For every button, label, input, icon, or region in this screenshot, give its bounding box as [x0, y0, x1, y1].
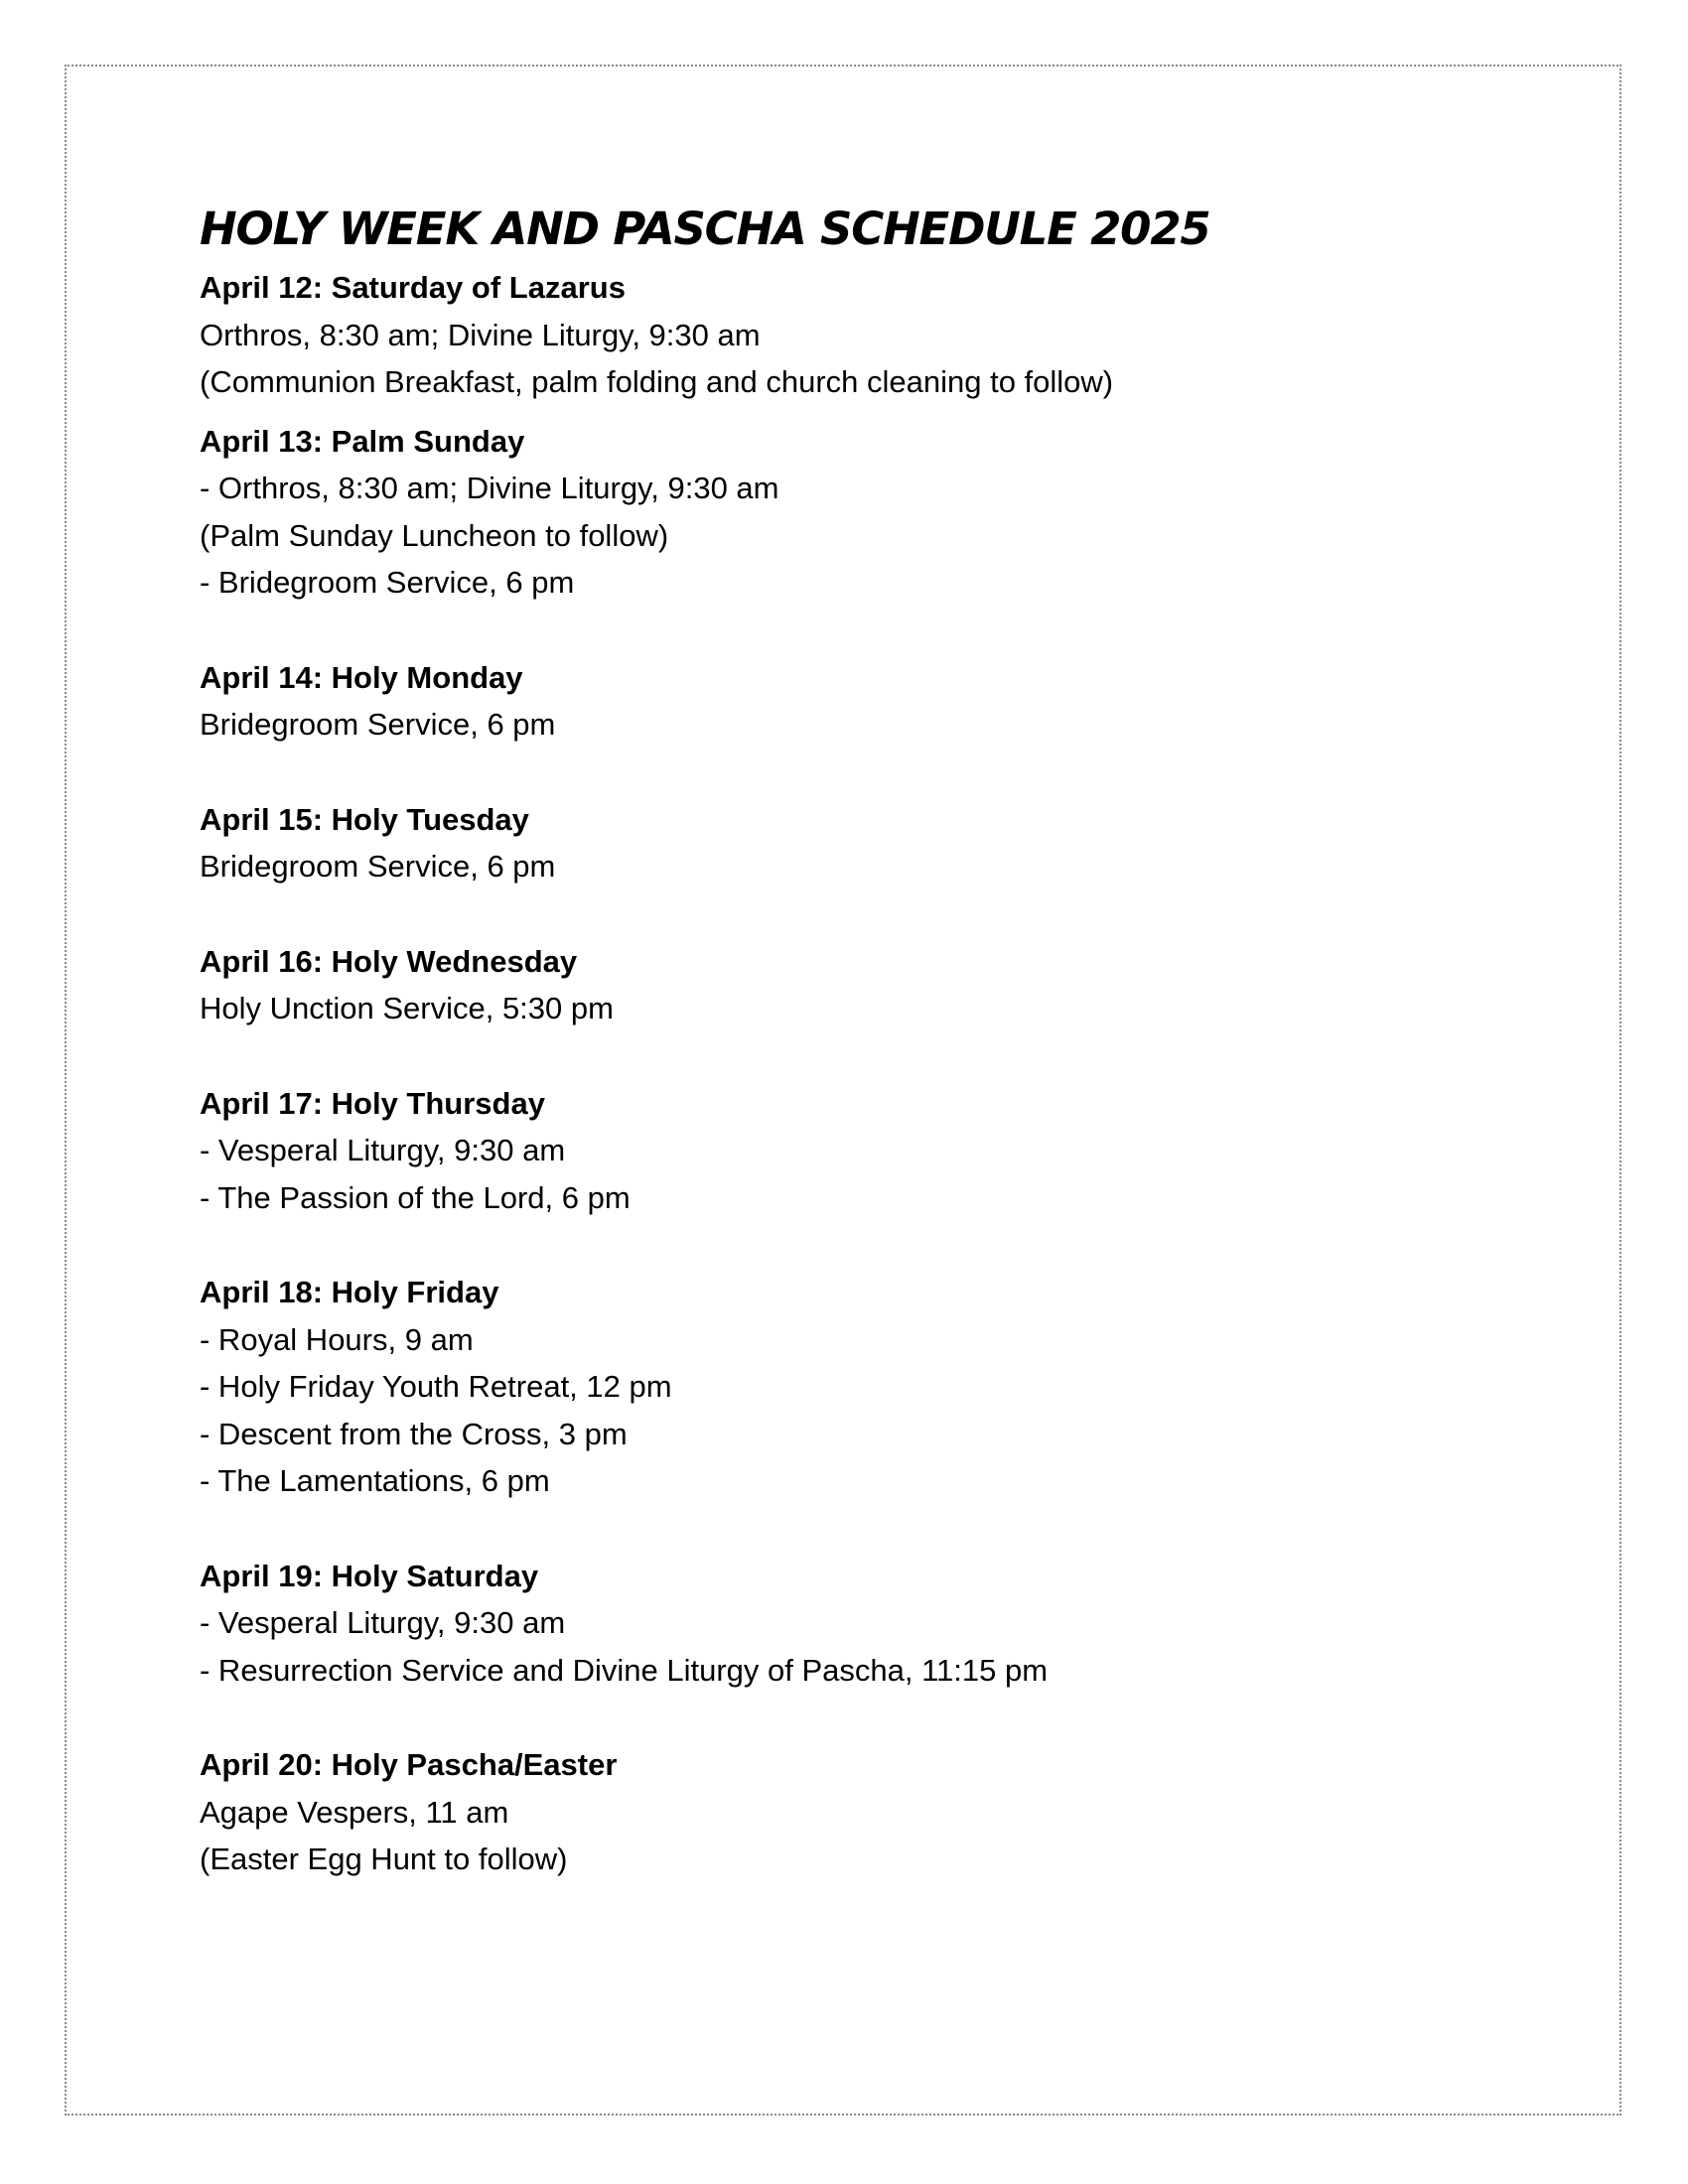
entry-line: Holy Unction Service, 5:30 pm	[200, 991, 614, 1025]
schedule-content	[200, 199, 1490, 1883]
schedule-entry	[200, 1080, 1490, 1222]
schedule-entry	[200, 938, 1490, 1032]
entry-line: - Royal Hours, 9 am	[200, 1321, 474, 1357]
schedule-entry	[200, 1553, 1490, 1695]
entry-line: - Vesperal Liturgy, 9:30 am	[200, 1133, 566, 1167]
entry-heading: April 19: Holy Saturday	[200, 1558, 539, 1593]
entry-heading: April 14: Holy Monday	[200, 659, 523, 695]
entry-line: (Easter Egg Hunt to follow)	[200, 1842, 568, 1876]
schedule-entry	[200, 1269, 1490, 1505]
entry-heading: April 17: Holy Thursday	[200, 1085, 545, 1121]
entry-line: - Orthros, 8:30 am; Divine Liturgy, 9:30 am	[200, 471, 779, 505]
schedule-entry	[200, 796, 1490, 890]
entry-line: - The Lamentations, 6 pm	[200, 1463, 550, 1498]
entry-line: Bridegroom Service, 6 pm	[200, 707, 556, 742]
schedule-entry	[200, 418, 1490, 607]
entry-heading: April 12: Saturday of Lazarus	[200, 270, 626, 305]
entry-line: Bridegroom Service, 6 pm	[200, 849, 556, 884]
entry-line: - Vesperal Liturgy, 9:30 am	[200, 1605, 566, 1640]
entry-line: - Descent from the Cross, 3 pm	[200, 1416, 628, 1451]
entry-line: - The Passion of the Lord, 6 pm	[200, 1179, 631, 1215]
entry-heading: April 20: Holy Pascha/Easter	[200, 1747, 618, 1782]
document-title: HOLY WEEK AND PASCHA SCHEDULE 2025	[200, 203, 1210, 255]
entry-heading: April 13: Palm Sunday	[200, 423, 525, 459]
schedule-entry	[200, 654, 1490, 749]
entry-line: - Bridegroom Service, 6 pm	[200, 565, 575, 600]
entry-line: Agape Vespers, 11 am	[200, 1794, 509, 1830]
entry-heading: April 18: Holy Friday	[200, 1275, 499, 1309]
schedule-entry	[200, 1741, 1490, 1883]
entry-line: - Resurrection Service and Divine Liturgy of Pascha, 11:15 pm	[200, 1652, 1049, 1688]
entry-line: - Holy Friday Youth Retreat, 12 pm	[200, 1369, 672, 1404]
entry-heading: April 16: Holy Wednesday	[200, 943, 578, 979]
schedule-entry	[200, 264, 1490, 406]
entry-line: (Communion Breakfast, palm folding and church cleaning to follow)	[200, 364, 1114, 399]
entry-line: (Palm Sunday Luncheon to follow)	[200, 517, 669, 553]
entry-line: Orthros, 8:30 am; Divine Liturgy, 9:30 am	[200, 317, 761, 352]
entry-heading: April 15: Holy Tuesday	[200, 801, 529, 837]
